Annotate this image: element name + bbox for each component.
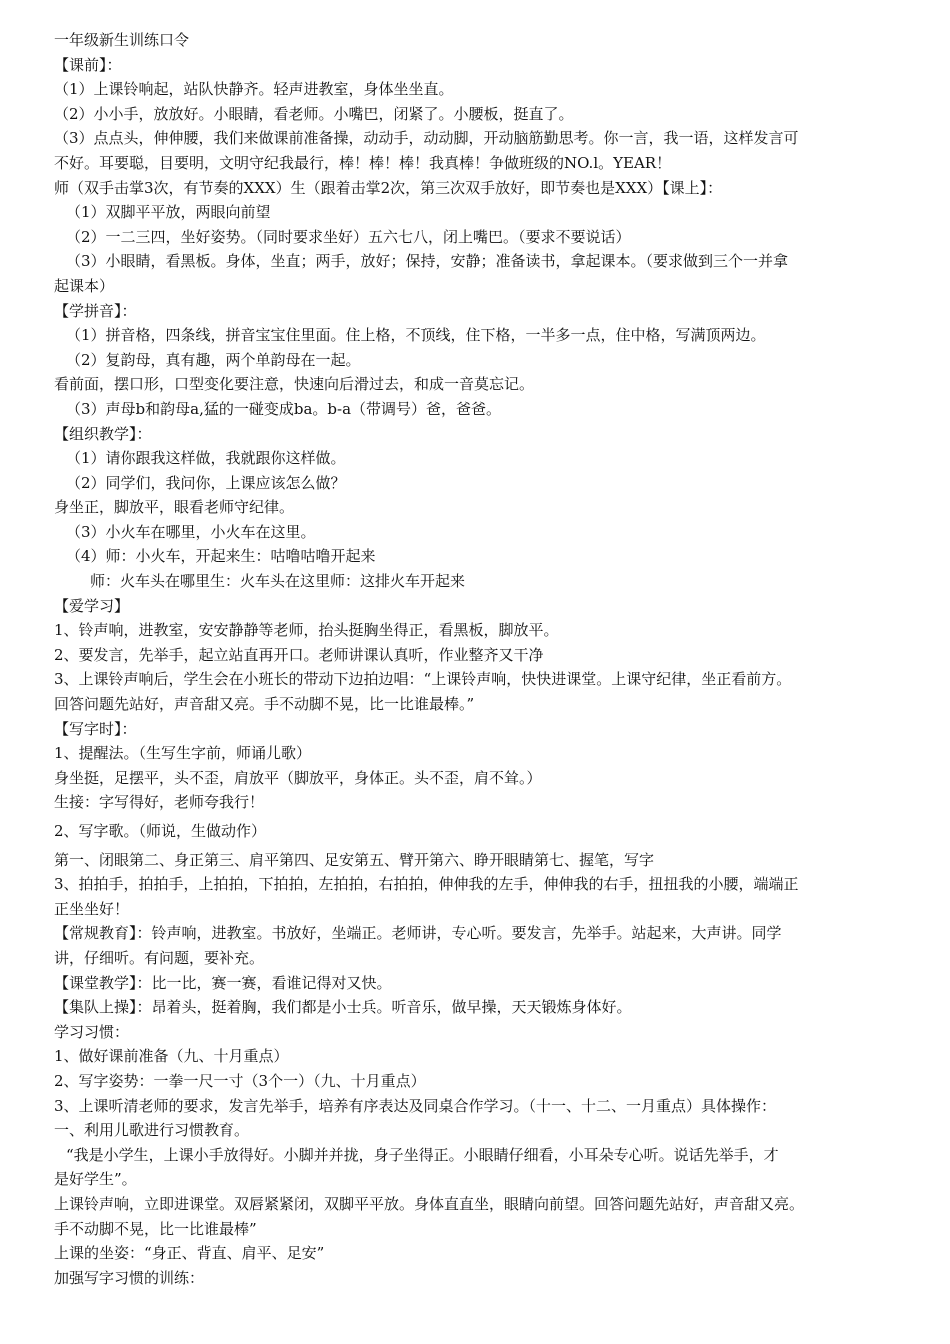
text-line: 是好学生”。 bbox=[54, 1170, 137, 1189]
text-line: 身坐正，脚放平，眼看老师守纪律。 bbox=[54, 498, 295, 517]
text-line: 看前面，摆口形，口型变化要注意，快速向后滑过去，和成一音莫忘记。 bbox=[54, 375, 535, 394]
text-line: 【爱学习】 bbox=[54, 596, 130, 615]
text-line: （1）请你跟我这样做，我就跟你这样做。 bbox=[66, 449, 346, 468]
document-title: 一年级新生训练口令 bbox=[54, 31, 190, 49]
text-line: 3、上课铃声响后，学生会在小班长的带动下边拍边唱：“上课铃声响，快快进课堂。上课守纪律，坐正看前方。 bbox=[54, 670, 792, 689]
text-line: 第一、闭眼第二、身正第三、肩平第四、足安第五、臂开第六、睁开眼睛第七、握笔，写字 bbox=[54, 850, 655, 869]
text-line: 身坐挺，足摆平，头不歪，肩放平（脚放平，身体正。头不歪，肩不耸。） bbox=[54, 768, 542, 787]
text-line: 1、做好课前准备（九、十月重点） bbox=[54, 1047, 289, 1066]
text-line: 3、上课听清老师的要求，发言先举手，培养有序表达及同桌合作学习。（十一、十二、一月重点）具体操作： bbox=[54, 1096, 777, 1115]
text-line: （3）声母b和韵母a,猛的一碰变成ba。b-a（带调号）爸，爸爸。 bbox=[66, 399, 502, 418]
text-line: 【写字时】： bbox=[54, 719, 137, 738]
text-line: 师：火车头在哪里生：火车头在这里师：这排火车开起来 bbox=[90, 572, 466, 591]
text-line: （2）同学们，我问你，上课应该怎么做？ bbox=[66, 473, 346, 492]
text-line: 2、写字歌。（师说，生做动作） bbox=[54, 822, 267, 840]
text-line: 加强写字习惯的训练： bbox=[54, 1268, 205, 1287]
text-line: 1、铃声响，进教室，安安静静等老师，抬头挺胸坐得正，看黑板，脚放平。 bbox=[54, 621, 559, 640]
text-line: 3、拍拍手，拍拍手，上拍拍，下拍拍，左拍拍，右拍拍，伸伸我的左手，伸伸我的右手，扭扭我的小腰，端端正 bbox=[54, 875, 799, 894]
text-line: 【组织教学】： bbox=[54, 424, 152, 443]
text-line: （4）师：小火车，开起来生：咕噜咕噜开起来 bbox=[66, 547, 376, 566]
text-line: （3）点点头，伸伸腰，我们来做课前准备操，动动手，动动脚，开动脑筋勤思考。你一言，我一语，这样发言可 bbox=[54, 129, 799, 148]
text-line: 学习习惯： bbox=[54, 1022, 130, 1041]
text-line: “我是小学生，上课小手放得好。小脚并并拢，身子坐得正。小眼睛仔细看，小耳朵专心听。说话先举手，才 bbox=[66, 1145, 779, 1164]
text-line: 上课铃声响，立即进课堂。双唇紧紧闭，双脚平平放。身体直直坐，眼睛向前望。回答问题先站好，声音甜又亮。 bbox=[54, 1194, 805, 1213]
text-line: 起课本） bbox=[54, 276, 115, 295]
text-line: 【集队上操】：昂着头，挺着胸，我们都是小士兵。听音乐，做早操，天天锻炼身体好。 bbox=[54, 998, 632, 1017]
text-line: （1）拼音格，四条线，拼音宝宝住里面。住上格，不顶线，住下格，一半多一点，住中格，写满顶两边。 bbox=[66, 326, 766, 345]
text-line: （3）小眼睛，看黑板。身体，坐直；两手，放好；保持，安静；准备读书，拿起课本。（要求做到三个一并拿 bbox=[66, 252, 789, 271]
text-line: 2、要发言，先举手，起立站直再开口。老师讲课认真听，作业整齐又干净 bbox=[54, 645, 544, 664]
text-line: 1、提醒法。（生写生字前，师诵儿歌） bbox=[54, 744, 312, 763]
text-line: （3）小火车在哪里，小火车在这里。 bbox=[66, 522, 316, 541]
text-line: 讲，仔细听。有问题，要补充。 bbox=[54, 948, 265, 967]
text-line: 正坐坐好！ bbox=[54, 899, 130, 918]
text-line: 【学拼音】： bbox=[54, 301, 137, 320]
text-line: 【课前】： bbox=[54, 55, 122, 74]
text-line: 一、利用儿歌进行习惯教育。 bbox=[54, 1121, 250, 1140]
text-line: 2、写字姿势：一拳一尺一寸（3个一）（九、十月重点） bbox=[54, 1071, 426, 1090]
text-line: 上课的坐姿：“身正、背直、肩平、足安” bbox=[54, 1244, 325, 1263]
text-line: 不好。耳要聪，目要明，文明守纪我最行，棒！棒！棒！我真棒！争做班级的NO.l。YEAR！ bbox=[54, 153, 672, 172]
text-line: 师（双手击掌3次，有节奏的XXX）生（跟着击掌2次，第三次双手放好，即节奏也是XXX）【课上】： bbox=[54, 178, 723, 197]
text-line: 【课堂教学】：比一比，赛一赛，看谁记得对又快。 bbox=[54, 973, 392, 992]
text-line: 【常规教育】：铃声响，进教室。书放好，坐端正。老师讲，专心听。要发言，先举手。站起来，大声讲。同学 bbox=[54, 924, 782, 943]
text-line: 手不动脚不晃，比一比谁最棒” bbox=[54, 1219, 257, 1238]
text-line: （1）上课铃响起，站队快静齐。轻声进教室，身体坐坐直。 bbox=[54, 80, 454, 99]
text-line: （2）复韵母，真有趣，两个单韵母在一起。 bbox=[66, 350, 361, 369]
text-line: 回答问题先站好，声音甜又亮。手不动脚不晃，比一比谁最棒。” bbox=[54, 695, 475, 714]
text-line: （1）双脚平平放，两眼向前望 bbox=[66, 203, 271, 222]
text-line: 生接：字写得好，老师夸我行！ bbox=[54, 793, 265, 812]
text-line: （2）一二三四，坐好姿势。（同时要求坐好）五六七八，闭上嘴巴。（要求不要说话） bbox=[66, 227, 631, 246]
text-line: （2）小小手，放放好。小眼睛，看老师。小嘴巴，闭紧了。小腰板，挺直了。 bbox=[54, 104, 574, 123]
